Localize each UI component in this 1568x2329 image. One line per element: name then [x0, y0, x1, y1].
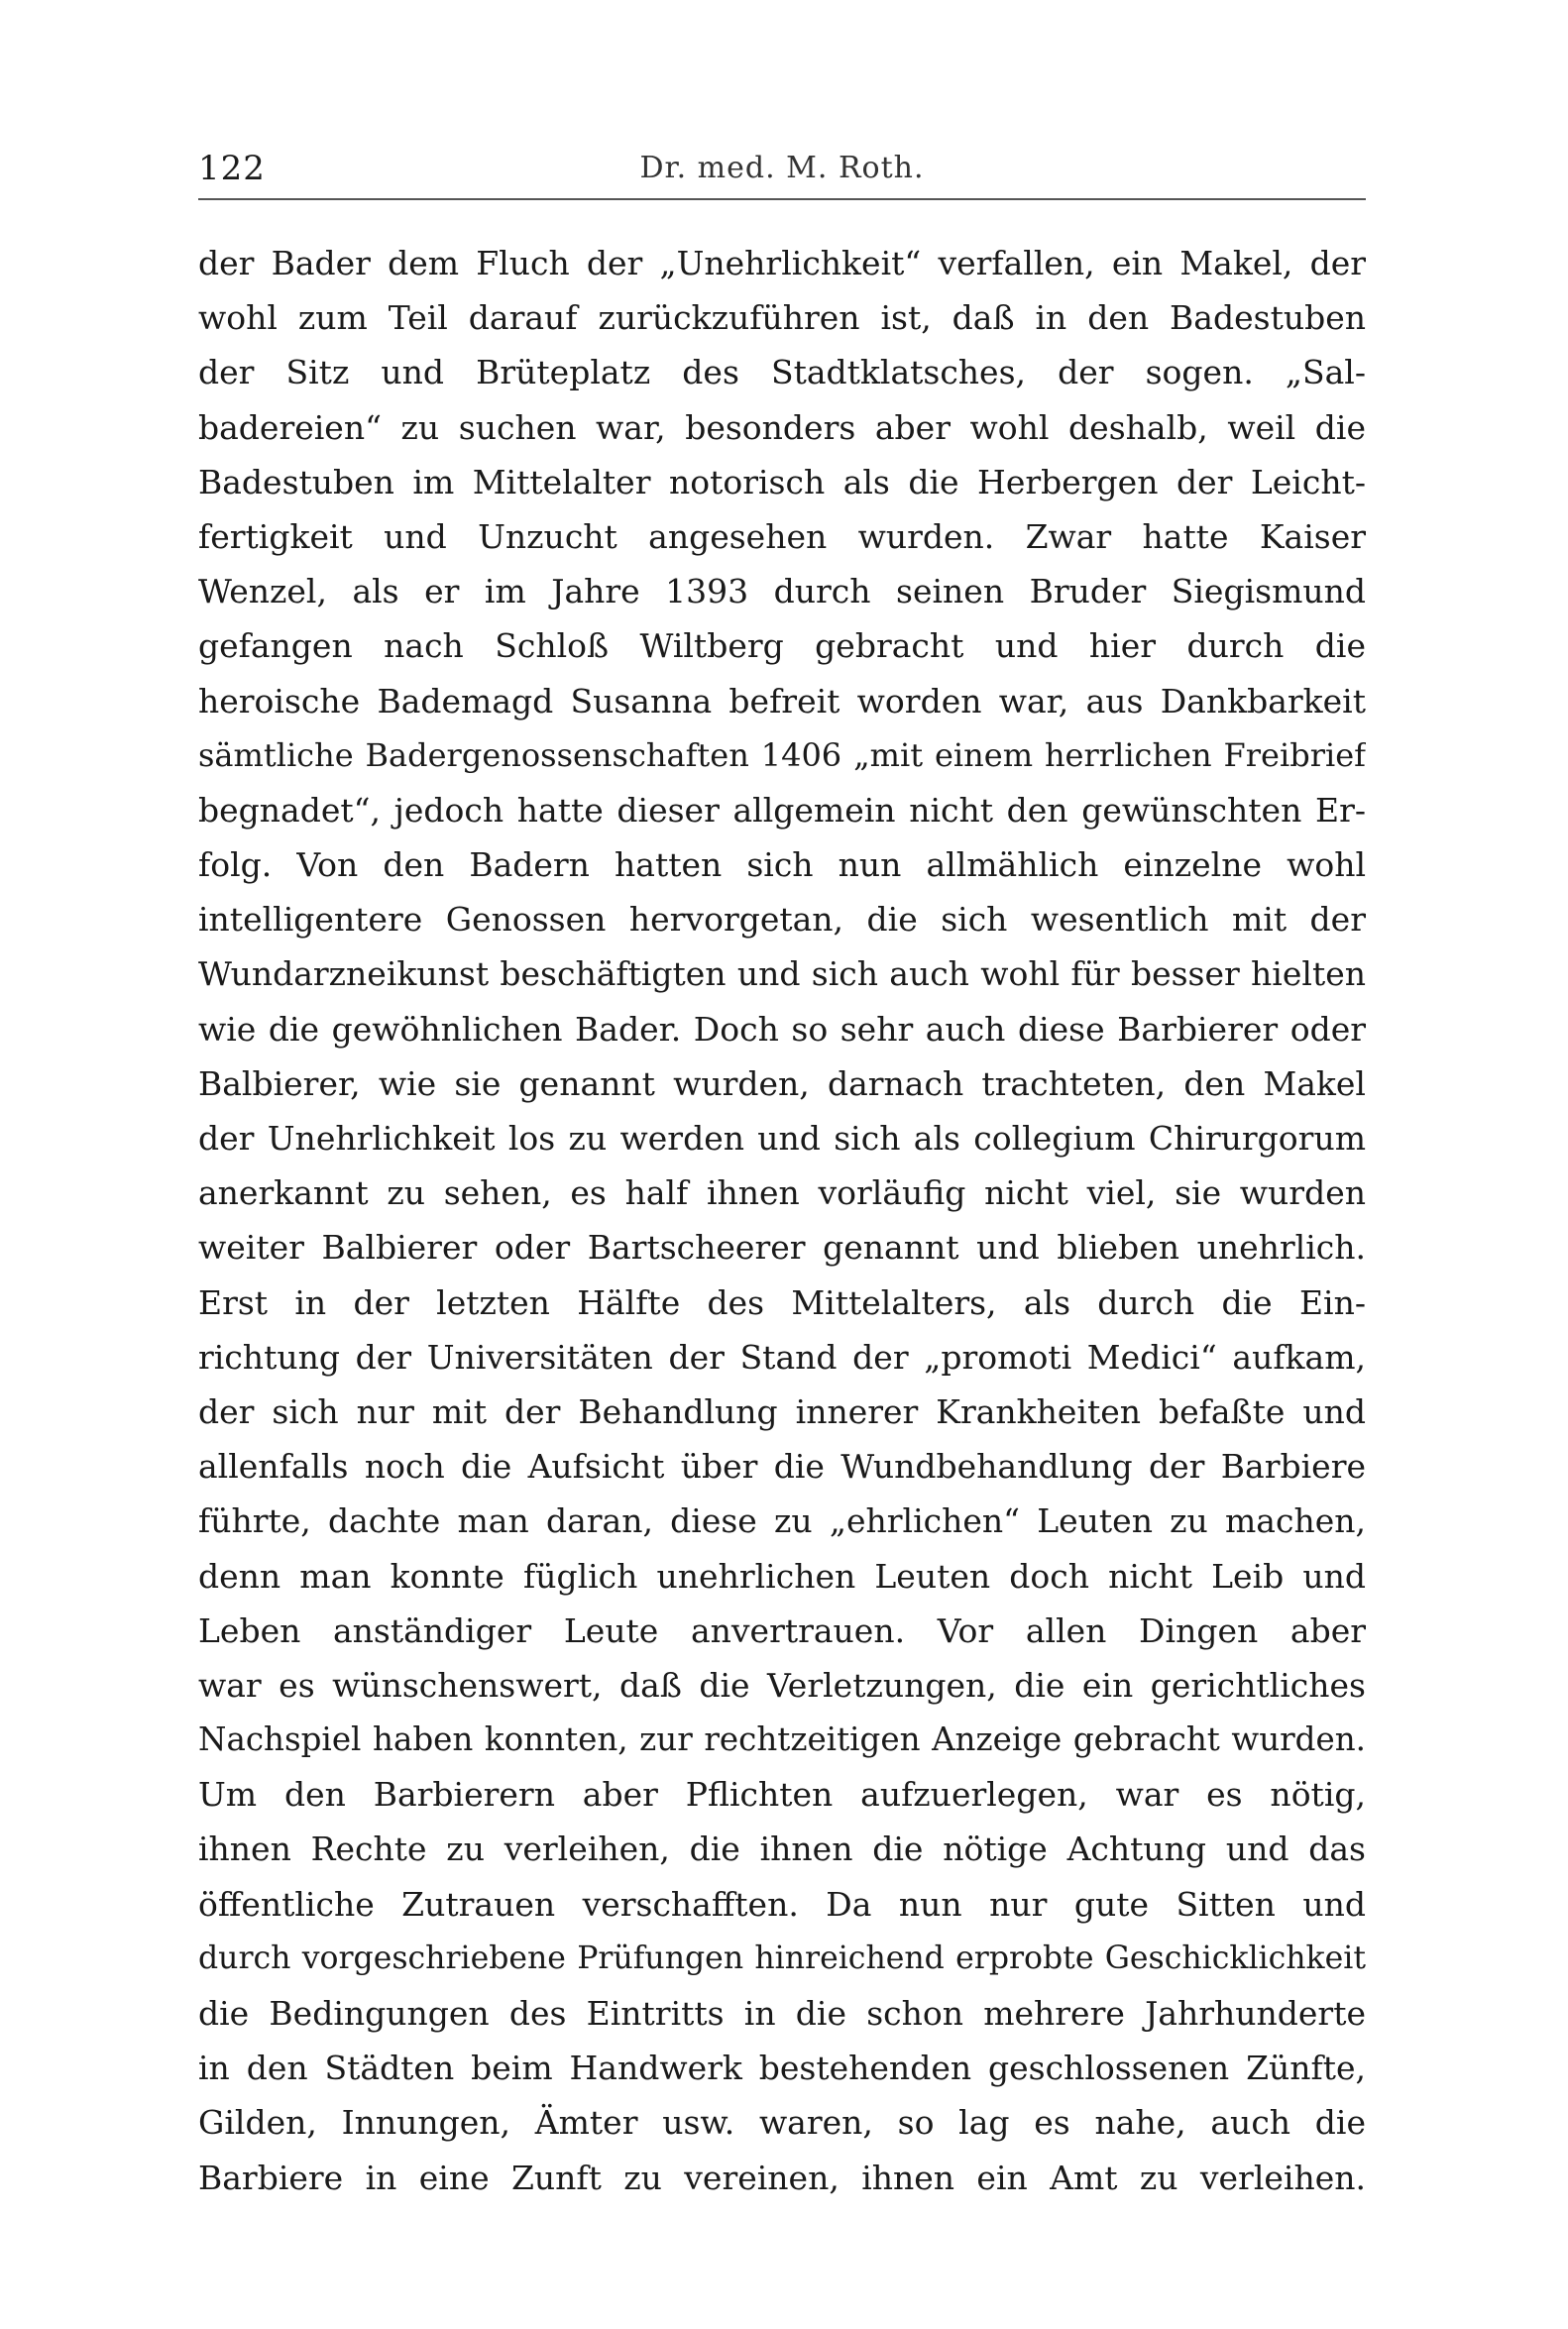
text-line: der Bader dem Fluch der „Unehrlichkeit“ verfallen, ein Makel, der [198, 244, 1366, 282]
text-line: öffentliche Zutrauen verschafften. Da nun nur gute Sitten und [198, 1884, 1366, 1924]
text-line: war es wünschenswert, daß die Verletzungen, die ein gerichtliches [198, 1665, 1366, 1705]
text-line: in den Städten beim Handwerk bestehenden geschlossenen Zünfte, [198, 2049, 1366, 2088]
text-line: Wenzel, als er im Jahre 1393 durch seinen Bruder Siegismund [198, 572, 1366, 611]
text-line: heroische Bademagd Susanna befreit worden war, aus Dankbarkeit [198, 681, 1366, 721]
text-line: Barbiere in eine Zunft zu vereinen, ihnen ein Amt zu verleihen. [198, 2158, 1366, 2197]
text-line: durch vorgeschriebene Prüfungen hinreichend erprobte Geschicklichkeit [198, 1940, 1366, 1976]
text-line: folg. Von den Badern hatten sich nun allmählich einzelne wohl [198, 845, 1366, 885]
text-line: der sich nur mit der Behandlung innerer Krankheiten befaßte und [198, 1391, 1366, 1431]
body-text [198, 236, 1366, 2205]
text-line: richtung der Universitäten der Stand der „promoti Medici“ aufkam, [198, 1337, 1366, 1377]
text-line: Balbierer, wie sie genannt wurden, darnach trachteten, den Makel [198, 1063, 1366, 1103]
text-line: Badestuben im Mittelalter notorisch als die Herbergen der Leicht- [198, 462, 1366, 501]
text-line: Leben anständiger Leute anvertrauen. Vor allen Dingen aber [198, 1610, 1366, 1650]
text-line: begnadet“, jedoch hatte dieser allgemein nicht den gewünschten Er- [198, 790, 1366, 830]
text-line: intelligentere Genossen hervorgetan, die sich wesentlich mit der [198, 900, 1366, 940]
text-line: gefangen nach Schloß Wiltberg gebracht und hier durch die [198, 626, 1366, 666]
text-line: führte, dachte man daran, diese zu „ehrlichen“ Leuten zu machen, [198, 1501, 1366, 1541]
text-line: Erst in der letzten Hälfte des Mittelalters, als durch die Ein- [198, 1282, 1366, 1322]
text-line: Um den Barbierern aber Pflichten aufzuerlegen, war es nötig, [198, 1775, 1366, 1815]
text-line: der Unehrlichkeit los zu werden und sich als collegium Chirurgorum [198, 1119, 1366, 1158]
text-line: Nachspiel haben konnten, zur rechtzeitigen Anzeige gebracht wurden. [198, 1720, 1366, 1759]
text-line: wohl zum Teil darauf zurückzuführen ist, daß in den Badestuben [198, 298, 1366, 338]
text-line: denn man konnte füglich unehrlichen Leuten doch nicht Leib und [198, 1556, 1366, 1596]
text-line: sämtliche Badergenossenschaften 1406 „mit einem herrlichen Freibrief [198, 735, 1366, 774]
text-line: badereien“ zu suchen war, besonders aber wohl deshalb, weil die [198, 407, 1366, 447]
text-line: die Bedingungen des Eintritts in die schon mehrere Jahrhunderte [198, 1994, 1366, 2033]
page-number: 122 [198, 149, 266, 188]
text-line: wie die gewöhnlichen Bader. Doch so sehr auch diese Barbierer oder [198, 1009, 1366, 1049]
text-line: Wundarzneikunst beschäftigten und sich auch wohl für besser hielten [198, 954, 1366, 994]
header-rule [198, 198, 1366, 200]
text-line: Gilden, Innungen, Ämter usw. waren, so lag es nahe, auch die [198, 2103, 1366, 2143]
text-line: weiter Balbierer oder Bartscheerer genannt und blieben unehrlich. [198, 1228, 1366, 1268]
text-line: allenfalls noch die Aufsicht über die Wundbehandlung der Barbiere [198, 1447, 1366, 1487]
text-line: anerkannt zu sehen, es half ihnen vorläufig nicht viel, sie wurden [198, 1173, 1366, 1213]
running-head: Dr. med. M. Roth. [639, 151, 925, 185]
text-line: ihnen Rechte zu verleihen, die ihnen die nötige Achtung und das [198, 1830, 1366, 1869]
page-header [198, 149, 1366, 194]
text-line: fertigkeit und Unzucht angesehen wurden. Zwar hatte Kaiser [198, 516, 1366, 556]
text-line: der Sitz und Brüteplatz des Stadtklatsches, der sogen. „Sal- [198, 353, 1366, 392]
